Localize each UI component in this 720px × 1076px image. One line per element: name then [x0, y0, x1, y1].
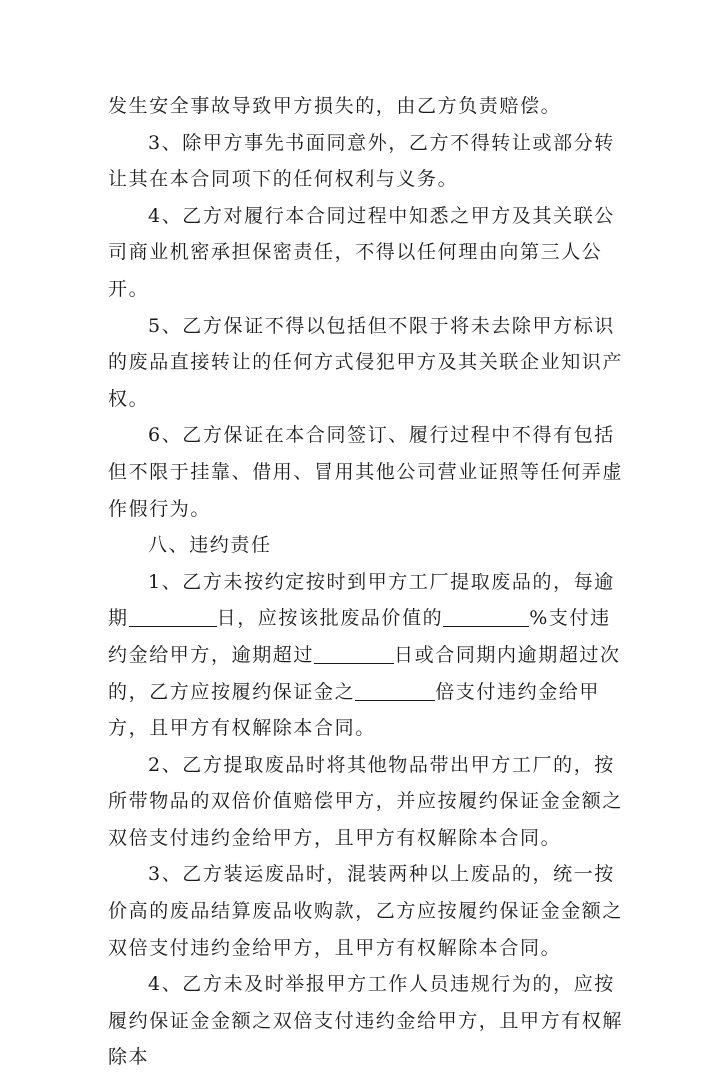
- paragraph-clause-5-intellectual-property: 5、乙方保证不得以包括但不限于将未去除甲方标识的废品直接转让的任何方式侵犯甲方及其关联企业知识产权。: [108, 314, 624, 410]
- paragraph-safety-accident: 发生安全事故导致甲方损失的，由乙方负责赔偿。: [108, 95, 562, 117]
- section-heading-breach-liability: 八、违约责任: [148, 534, 272, 557]
- blank-max-overdue-days-field: [314, 641, 394, 664]
- paragraph-breach-clause-1: [108, 564, 628, 747]
- document-body: [108, 88, 628, 1076]
- paragraph-clause-4-confidentiality: 4、乙方对履行本合同过程中知悉之甲方及其关联公司商业机密承担保密责任，不得以任何理由向第三人公开。: [108, 204, 615, 300]
- blank-days-overdue-field: [129, 604, 217, 627]
- clause-1-text-part-4: 日或合同期内逾期超过次的，乙方应按履约保证金之: [108, 643, 621, 703]
- blank-penalty-percent-field: [443, 604, 529, 627]
- blank-deposit-multiple-field: [355, 678, 435, 701]
- clause-1-text-part-1: 1、乙方未按约定按时到甲方工厂提取废品的，每逾期: [108, 570, 615, 630]
- paragraph-breach-clause-4: 4、乙方未及时举报甲方工作人员违规行为的，应按履约保证金金额之双倍支付违约金给甲方，且甲方有权解除本: [108, 973, 624, 1069]
- paragraph-clause-6-no-fraud: 6、乙方保证在本合同签订、履行过程中不得有包括但不限于挂靠、借用、冒用其他公司营业证照等任何弄虚作假行为。: [108, 424, 624, 520]
- clause-1-text-part-5: 倍支付违约金给甲方，且甲方有权解除本合同。: [108, 680, 601, 740]
- paragraph-clause-3-no-transfer: 3、除甲方事先书面同意外，乙方不得转让或部分转让其在本合同项下的任何权利与义务。: [108, 131, 615, 191]
- paragraph-breach-clause-2: 2、乙方提取废品时将其他物品带出甲方工厂的，按所带物品的双倍价值赔偿甲方，并应按履约保证金金额之双倍支付违约金给甲方，且甲方有权解除本合同。: [108, 753, 624, 849]
- paragraph-breach-clause-3: 3、乙方装运废品时，混装两种以上废品的，统一按价高的废品结算废品收购款，乙方应按履约保证金金额之双倍支付违约金给甲方，且甲方有权解除本合同。: [108, 863, 624, 959]
- clause-1-text-part-2: 日，应按该批废品价值的: [216, 607, 444, 630]
- clause-1-text-part-3: %支付违约金给甲方，逾期超过: [108, 607, 611, 666]
